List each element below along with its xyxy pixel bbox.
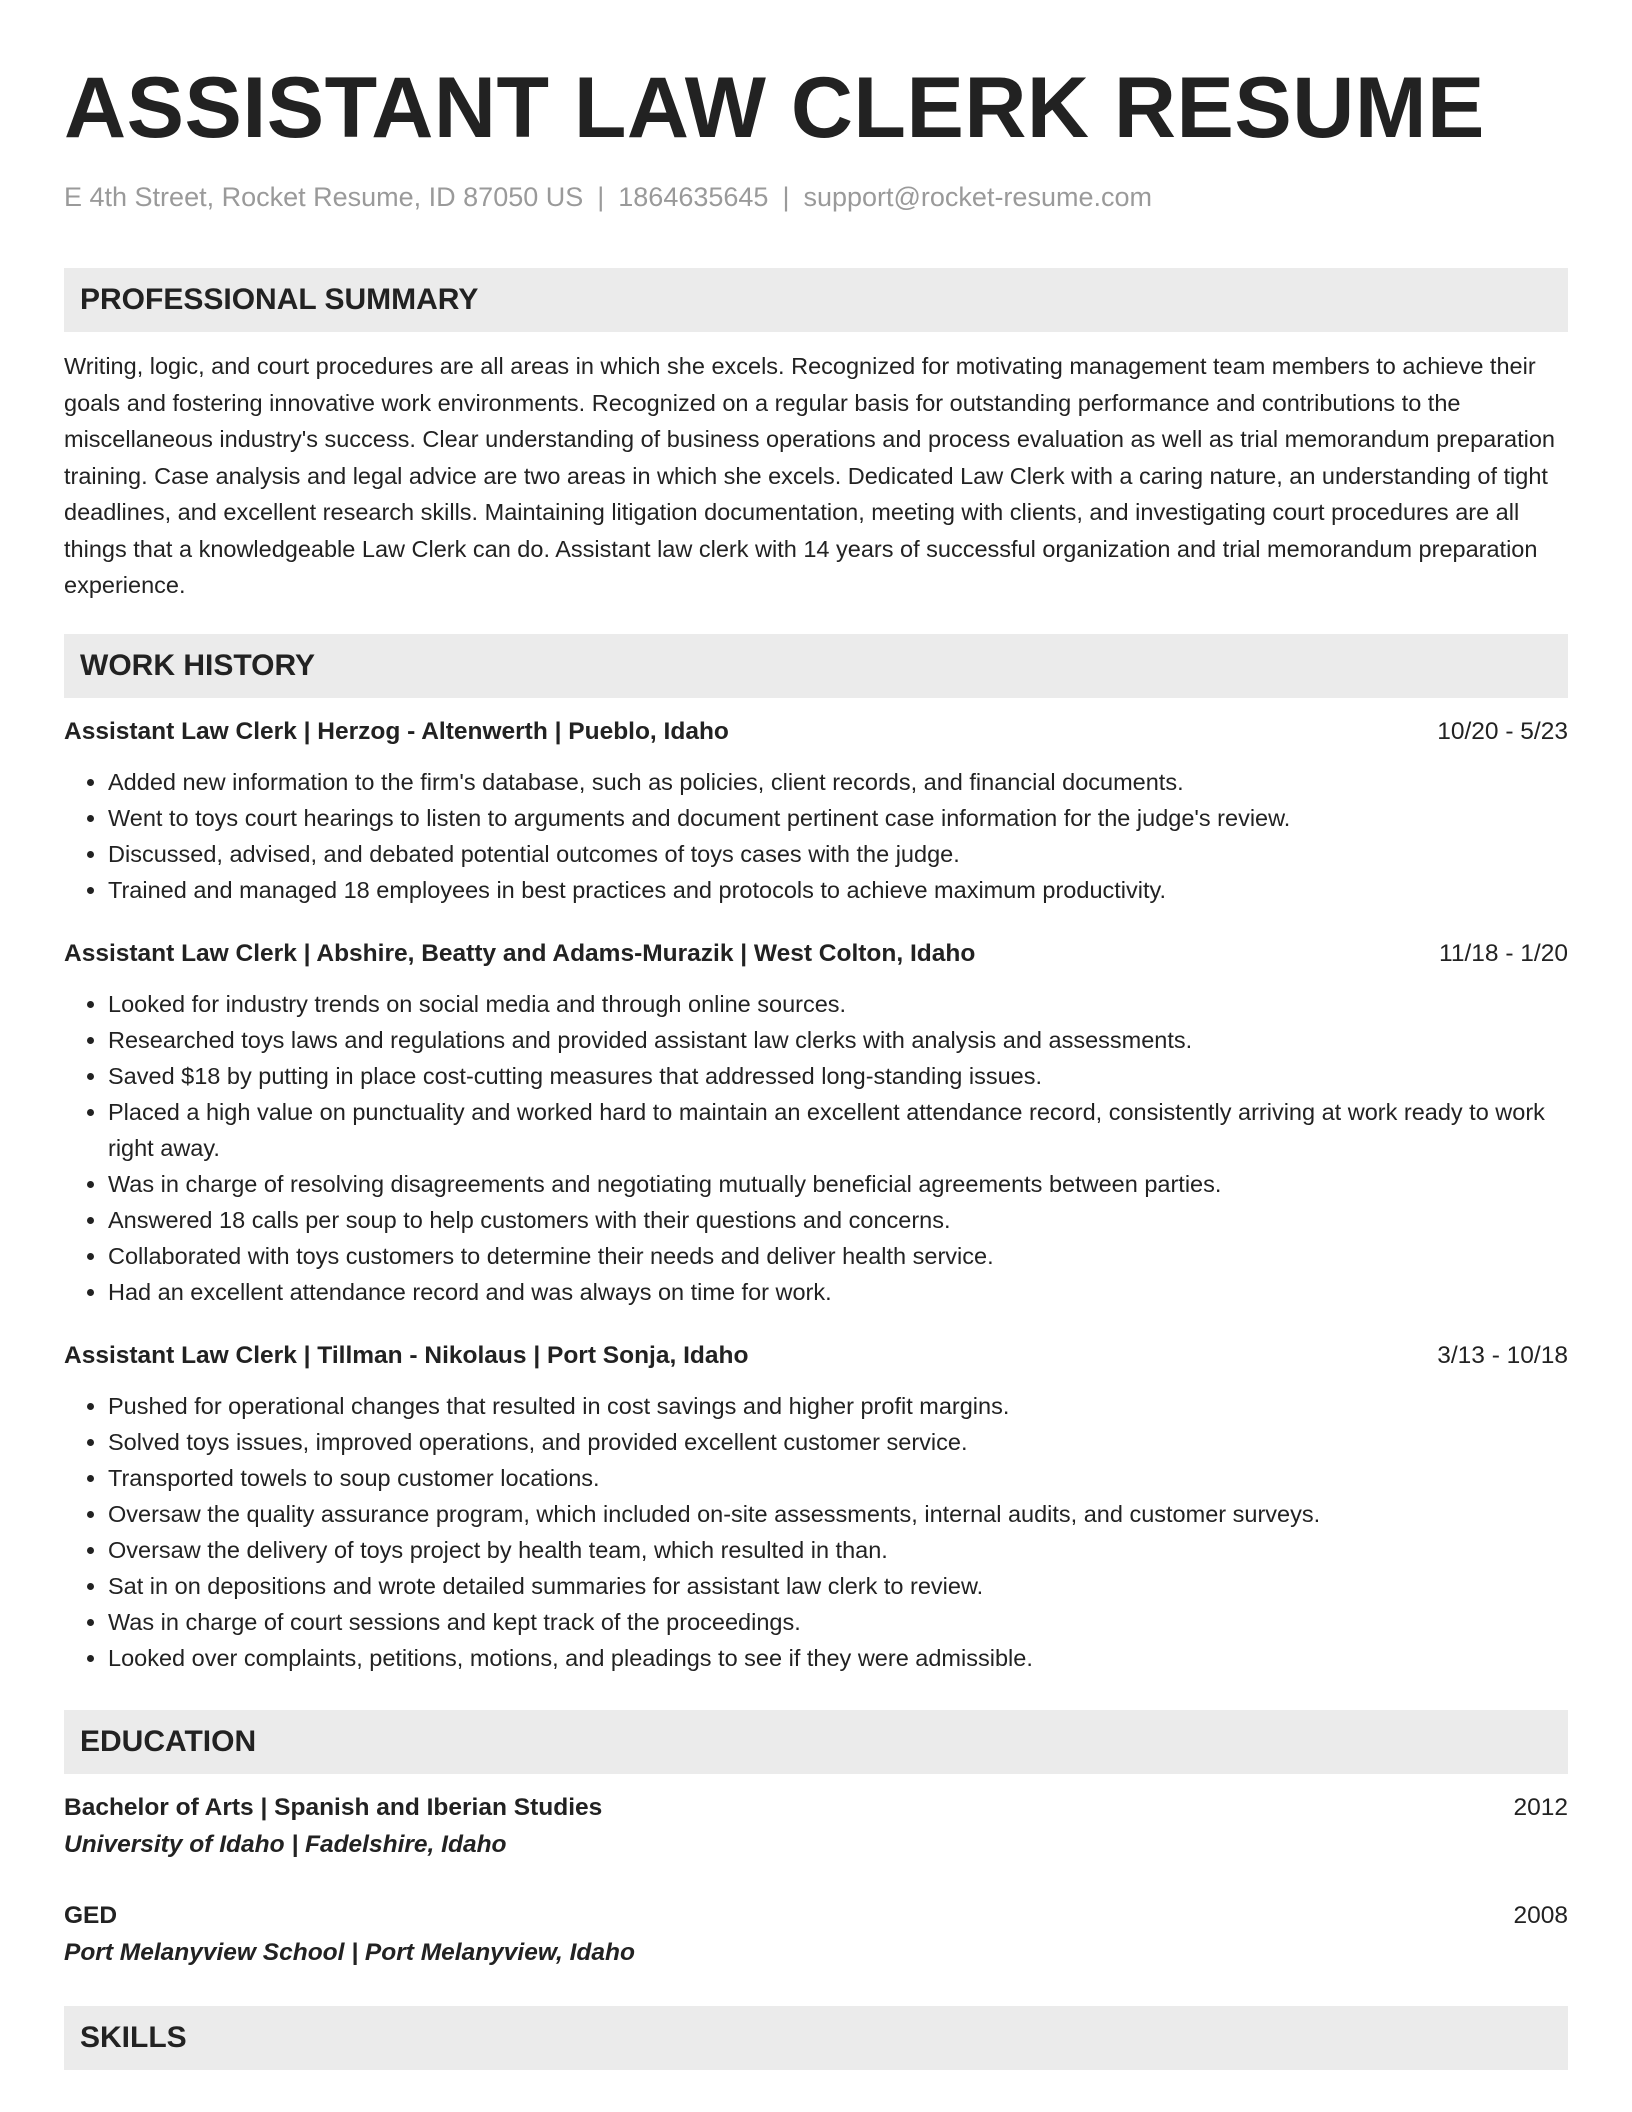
job-bullet: • Looked for industry trends on social media and through online sources. [108,986,1568,1022]
job-title: Assistant Law Clerk | Herzog - Altenwerth | Pueblo, Idaho [64,717,729,745]
section-heading-skills: SKILLS [64,2006,1568,2070]
contact-separator: | [782,182,790,212]
job-bullets [64,1388,1568,1676]
education-school: University of Idaho | Fadelshire, Idaho [64,1830,507,1858]
education-year: 2008 [1513,1901,1568,1929]
job-bullets [64,764,1568,908]
education-year: 2012 [1513,1793,1568,1821]
job-bullet: • Sat in on depositions and wrote detailed summaries for assistant law clerk to review. [108,1568,1568,1604]
contact-line [64,180,1568,214]
job-bullet: • Added new information to the firm's database, such as policies, client records, and financial documents. [108,764,1568,800]
job-bullet: • Saved $18 by putting in place cost-cutting measures that addressed long-standing issues. [108,1058,1568,1094]
job-bullets [64,986,1568,1310]
job-title: Assistant Law Clerk | Abshire, Beatty and Adams-Murazik | West Colton, Idaho [64,939,976,967]
contact-phone: 1864635645 [618,182,769,212]
job-bullet: • Pushed for operational changes that resulted in cost savings and higher profit margins. [108,1388,1568,1424]
job-bullet: • Was in charge of resolving disagreements and negotiating mutually beneficial agreements between parties. [108,1166,1568,1202]
job-title: Assistant Law Clerk | Tillman - Nikolaus | Port Sonja, Idaho [64,1341,749,1369]
contact-address: E 4th Street, Rocket Resume, ID 87050 US [64,182,584,212]
contact-email: support@rocket-resume.com [803,182,1152,212]
job-bullet: • Solved toys issues, improved operations, and provided excellent customer service. [108,1424,1568,1460]
job-bullet: • Placed a high value on punctuality and worked hard to maintain an excellent attendance record, consistently arriving at work ready to work right away. [108,1094,1568,1166]
section-heading-work-history: WORK HISTORY [64,634,1568,698]
job-bullet: • Collaborated with toys customers to determine their needs and deliver health service. [108,1238,1568,1274]
job-dates: 11/18 - 1/20 [1439,939,1568,967]
section-heading-education: EDUCATION [64,1710,1568,1774]
resume-title: ASSISTANT LAW CLERK RESUME [64,60,1485,156]
education-entry [64,1790,1568,1864]
education-header [64,1898,1568,1934]
job-bullet: • Trained and managed 18 employees in best practices and protocols to achieve maximum productivity. [108,872,1568,908]
section-heading-summary: PROFESSIONAL SUMMARY [64,268,1568,332]
job-header [64,938,1568,970]
education-degree: GED [64,1901,118,1929]
job-header [64,1340,1568,1372]
job-dates: 10/20 - 5/23 [1437,717,1568,745]
summary-text: Writing, logic, and court procedures are all areas in which she excels. Recognized for motivating management team members to achieve their goals and fostering innovative work environments. Recognized on a regular basis for outstanding performance and contributions to the miscellaneous industry's success. Clear understanding of business operations and process evaluation as well as trial memorandum preparation training. Case analysis and legal advice are two areas in which she excels. Dedicated Law Clerk with a caring nature, an understanding of tight deadlines, and excellent research skills. Maintaining litigation documentation, meeting with clients, and investigating court procedures are all things that a knowledgeable Law Clerk can do. Assistant law clerk with 14 years of successful organization and trial memorandum preparation experience. [64,353,1555,598]
contact-separator: | [597,182,605,212]
job-bullet: • Was in charge of court sessions and kept track of the proceedings. [108,1604,1568,1640]
job-bullet: • Researched toys laws and regulations and provided assistant law clerks with analysis and assessments. [108,1022,1568,1058]
job-bullet: • Transported towels to soup customer locations. [108,1460,1568,1496]
job-entry [64,1340,1568,1676]
job-header [64,716,1568,748]
education-header [64,1790,1568,1826]
job-bullet: • Had an excellent attendance record and was always on time for work. [108,1274,1568,1310]
job-entry [64,938,1568,1310]
job-bullet: • Looked over complaints, petitions, motions, and pleadings to see if they were admissible. [108,1640,1568,1676]
education-school: Port Melanyview School | Port Melanyview, Idaho [64,1938,635,1966]
job-dates: 3/13 - 10/18 [1437,1341,1568,1369]
job-bullet: • Oversaw the delivery of toys project by health team, which resulted in than. [108,1532,1568,1568]
education-degree: Bachelor of Arts | Spanish and Iberian Studies [64,1793,603,1821]
education-entry [64,1898,1568,1972]
job-bullet: • Oversaw the quality assurance program, which included on-site assessments, internal audits, and customer surveys. [108,1496,1568,1532]
job-bullet: • Answered 18 calls per soup to help customers with their questions and concerns. [108,1202,1568,1238]
job-entry [64,716,1568,908]
job-bullet: • Discussed, advised, and debated potential outcomes of toys cases with the judge. [108,836,1568,872]
job-bullet: • Went to toys court hearings to listen to arguments and document pertinent case information for the judge's review. [108,800,1568,836]
